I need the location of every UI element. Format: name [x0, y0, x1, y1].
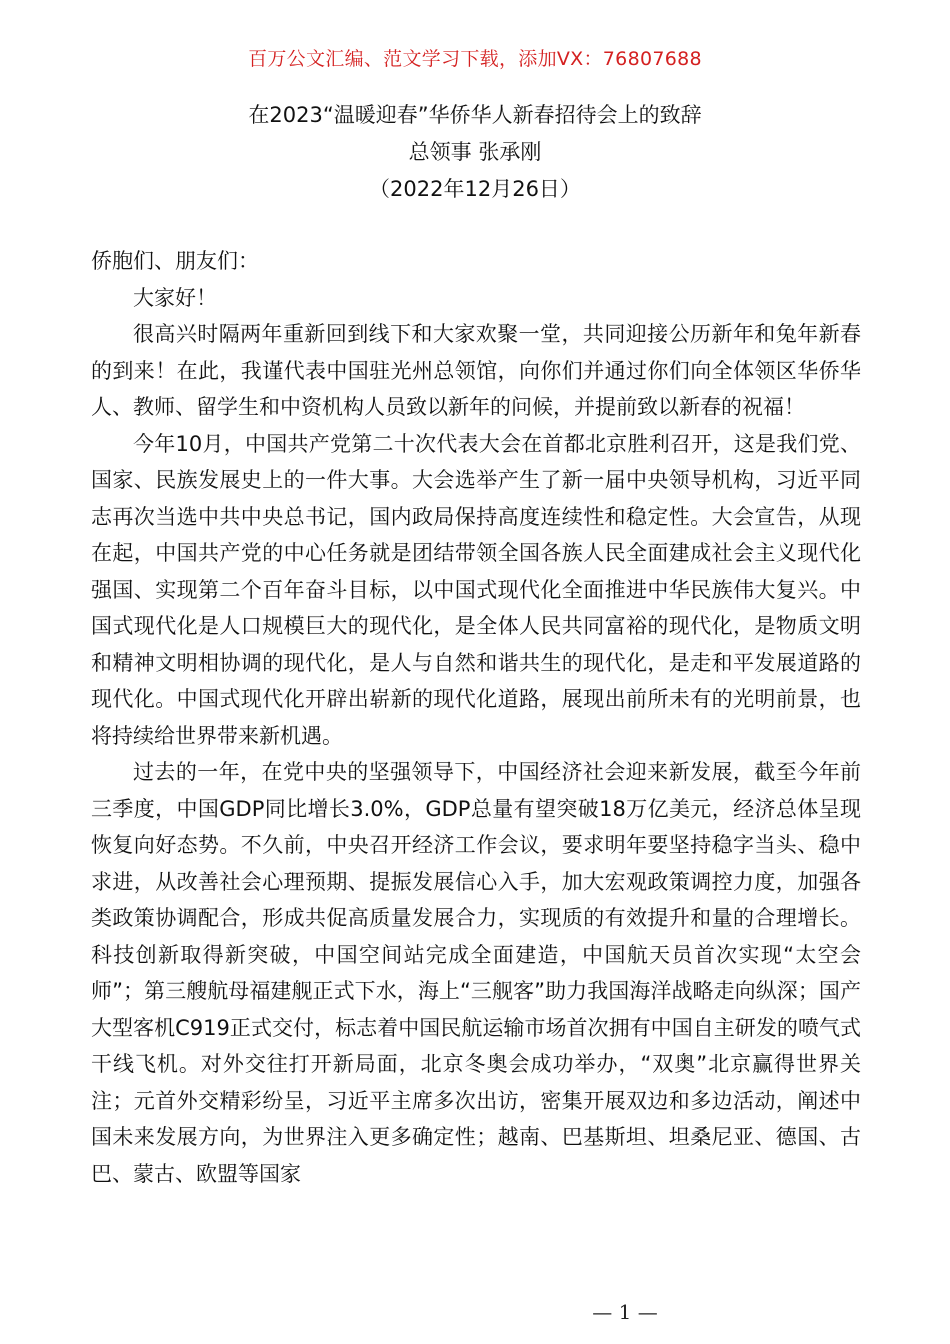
speaker-line: 总领事 张承刚: [408, 140, 542, 164]
paragraph-past-year: 过去的一年，在党中央的坚强领导下，中国经济社会迎来新发展，截至今年前三季度，中国GDP同比增长3.0%，GDP总量有望突破18万亿美元，经济总体呈现恢复向好态势。不久前，中央召开经济工作会议，要求明年要坚持稳字当头、稳中求进，从改善社会心理预期、提振发展信心入手，加大宏观政策调控力度，加强各类政策协调配合，形成共促高质量发展合力，实现质的有效提升和量的合理增长。科技创新取得新突破，中国空间站完成全面建造，中国航天员首次实现“太空会师”；第三艘航母福建舰正式下水，海上“三舰客”助力我国海洋战略走向纵深；国产大型客机C919正式交付，标志着中国民航运输市场首次拥有中国自主研发的喷气式干线飞机。对外交往打开新局面，北京冬奥会成功举办，“双奥”北京赢得世界关注；元首外交精彩纷呈，习近平主席多次出访，密集开展双边和多边活动，阐述中国未来发展方向，为世界注入更多确定性；越南、巴基斯坦、坦桑尼亚、德国、古巴、蒙古、欧盟等国家: [91, 760, 861, 1186]
page-number: — 1 —: [592, 1300, 658, 1324]
speech-title: 在2023“温暖迎春”华侨华人新春招待会上的致辞: [248, 103, 702, 127]
paragraph-greeting: 大家好！: [133, 285, 217, 310]
watermark-header: 百万公文汇编、范文学习下载，添加VX：76807688: [248, 48, 702, 70]
paragraph-opening: 很高兴时隔两年重新回到线下和大家欢聚一堂，共同迎接公历新年和兔年新春的到来！在此，我谨代表中国驻光州总领馆，向你们并通过你们向全体领区华侨华人、教师、留学生和中资机构人员致以新年的问候，并提前致以新春的祝福！: [91, 322, 861, 419]
salutation: 侨胞们、朋友们：: [91, 249, 259, 273]
paragraph-congress: 今年10月，中国共产党第二十次代表大会在首都北京胜利召开，这是我们党、国家、民族发展史上的一件大事。大会选举产生了新一届中央领导机构，习近平同志再次当选中共中央总书记，国内政局保持高度连续性和稳定性。大会宣告，从现在起，中国共产党的中心任务就是团结带领全国各族人民全面建成社会主义现代化强国、实现第二个百年奋斗目标，以中国式现代化全面推进中华民族伟大复兴。中国式现代化是人口规模巨大的现代化，是全体人民共同富裕的现代化，是物质文明和精神文明相协调的现代化，是人与自然和谐共生的现代化，是走和平发展道路的现代化。中国式现代化开辟出崭新的现代化道路，展现出前所未有的光明前景，也将持续给世界带来新机遇。: [91, 431, 861, 748]
speech-date: （2022年12月26日）: [369, 177, 581, 201]
title-block: [0, 97, 950, 208]
speech-body: [91, 243, 861, 1192]
